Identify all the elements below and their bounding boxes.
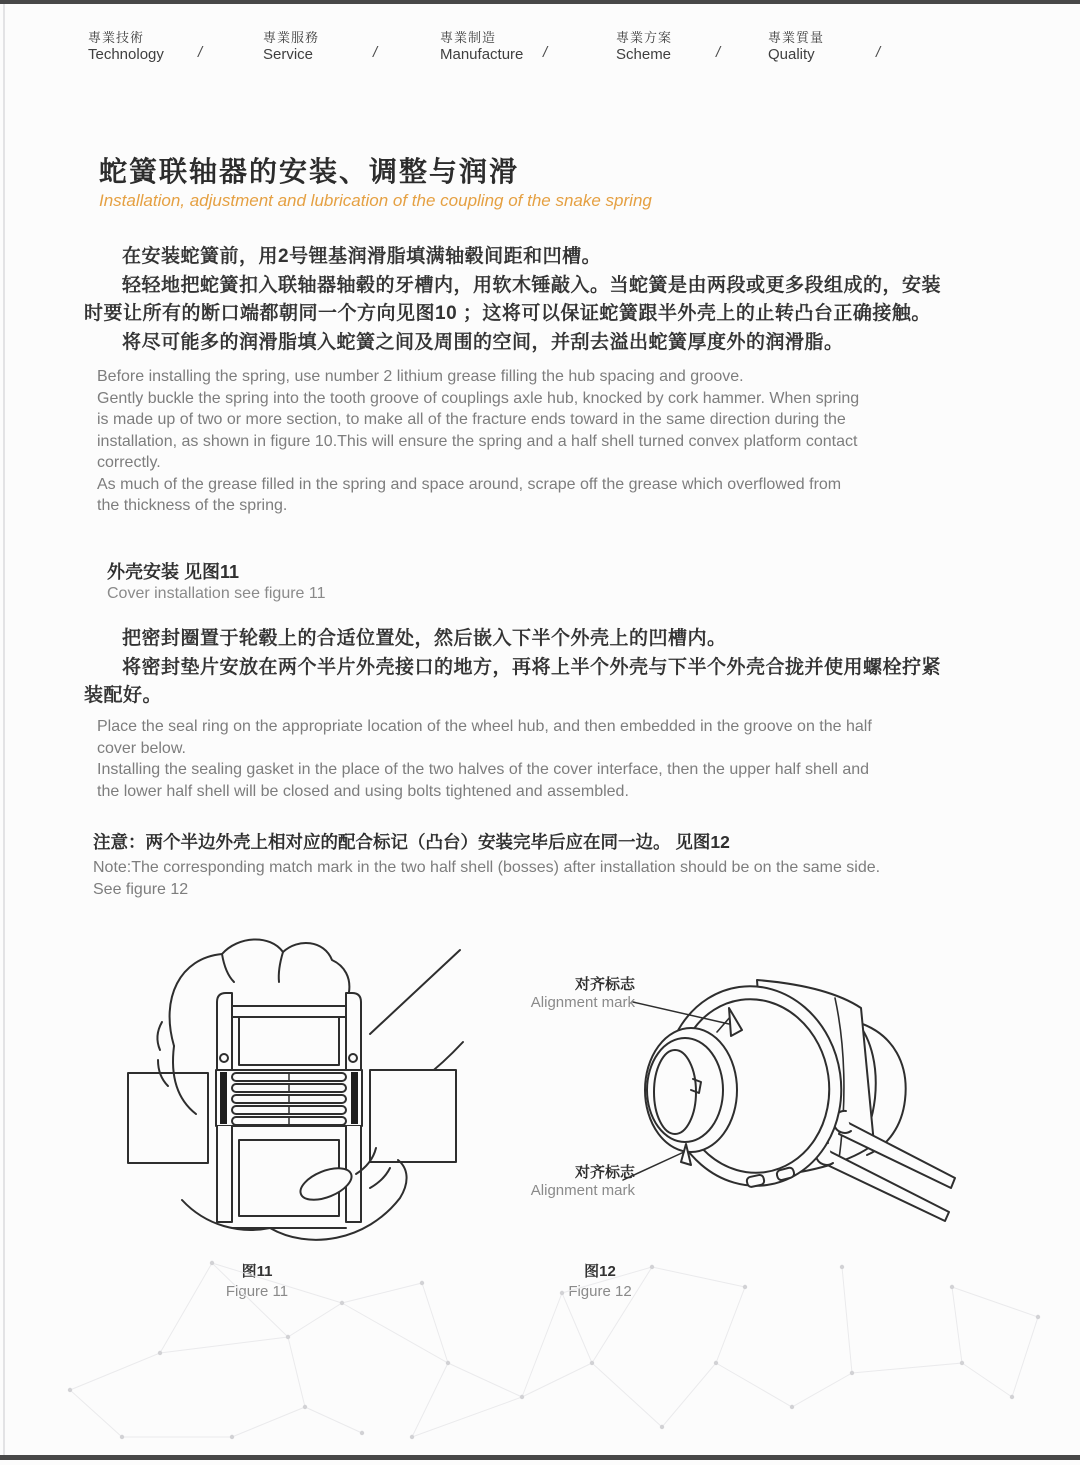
figure-caption-en: Figure 11: [225, 1283, 289, 1300]
page-title: 蛇簧联轴器的安装、调整与润滑: [99, 156, 520, 187]
body-line: 将尽可能多的润滑脂填入蛇簧之间及周围的空间，并刮去溢出蛇簧厚度外的润滑脂。: [122, 331, 844, 353]
header-item-cn: 專業服務: [263, 30, 320, 45]
slash-separator: /: [716, 44, 721, 61]
body-line: the lower half shell will be closed and using bolts tightened and assembled.: [97, 782, 629, 800]
slash-separator: /: [543, 44, 548, 61]
body-line: 时要让所有的断口端都朝同一个方向见图10 ；这将可以保证蛇簧跟半外壳上的止转凸台正确接触。: [84, 303, 931, 324]
page-subtitle: Installation, adjustment and lubrication of the coupling of the snake spring: [99, 191, 652, 210]
figure-11-illustration: [120, 930, 465, 1245]
body-line: 将密封垫片安放在两个半片外壳接口的地方，再将上半个外壳与下半个外壳合拢并使用螺栓拧紧: [122, 656, 942, 678]
note-english: [93, 857, 880, 900]
top-border-bar: [0, 0, 1080, 4]
header-item-cn: 專業制造: [440, 30, 497, 45]
section2-heading-en: Cover installation see figure 11: [107, 585, 326, 602]
header-item-cn: 專業技術: [88, 30, 145, 45]
header-item-cn: 專業質量: [768, 30, 825, 45]
body-line: 在安装蛇簧前，用2号锂基润滑脂填满轴毂间距和凹槽。: [122, 246, 602, 267]
section1-chinese-paragraph: [84, 243, 941, 357]
header-item-technology: [88, 30, 164, 64]
alignment-mark-label-bottom: [505, 1164, 635, 1200]
body-line: Gently buckle the spring into the tooth groove of couplings axle hub, knocked by cork hammer. When spring: [97, 389, 860, 407]
left-edge-line: [3, 4, 5, 1455]
header-item-en: Manufacture: [440, 46, 524, 63]
slash-separator: /: [373, 44, 378, 61]
section2-english-paragraph: [97, 716, 872, 802]
alignment-mark-label-en: Alignment mark: [530, 1182, 635, 1199]
figure-caption-cn: 图11: [241, 1263, 273, 1280]
body-line: correctly.: [97, 454, 161, 471]
network-pattern-decoration: [0, 1245, 1080, 1455]
slash-separator: /: [198, 44, 203, 61]
note-chinese: 注意：两个半边外壳上相对应的配合标记（凸台）安装完毕后应在同一边。 见图12: [93, 832, 730, 852]
figure-11: [120, 930, 465, 1245]
body-line: 装配好。: [84, 685, 163, 706]
alignment-mark-label-top: [505, 976, 635, 1012]
header-item-service: [263, 30, 319, 64]
section1-english-paragraph: [97, 366, 859, 517]
body-line: Installing the sealing gasket in the place of the two halves of the cover interface, then the upper half shell and: [97, 761, 870, 778]
alignment-mark-label-cn: 对齐标志: [574, 976, 635, 993]
body-line: As much of the grease filled in the spring and space around, scrape off the grease which overflowed from: [97, 475, 842, 493]
section2-heading-cn: 外壳安装 见图11: [107, 562, 240, 582]
body-line: Note:The corresponding match mark in the two half shell (bosses) after installation should be on the same side.: [93, 859, 881, 876]
body-line: Place the seal ring on the appropriate location of the wheel hub, and then embedded in the groove on the half: [97, 718, 872, 735]
alignment-mark-label-cn: 对齐标志: [574, 1164, 635, 1181]
header-item-manufacture: [440, 30, 523, 64]
body-line: 轻轻地把蛇簧扣入联轴器轴毂的牙槽内，用软木锤敲入。当蛇簧是由两段或更多段组成的，安装: [122, 274, 942, 296]
body-line: See figure 12: [93, 880, 189, 898]
body-line: is made up of two or more section, to make all of the fracture ends toward in the same direction during the: [97, 411, 846, 428]
body-line: Before installing the spring, use number 2 lithium grease filling the hub spacing and groove.: [97, 368, 744, 385]
body-line: installation, as shown in figure 10.This will ensure the spring and a half shell turned convex platform contact: [97, 432, 858, 450]
alignment-mark-label-en: Alignment mark: [530, 994, 635, 1011]
figure-caption-en: Figure 12: [568, 1283, 632, 1300]
figure-caption-cn: 图12: [584, 1263, 616, 1280]
bottom-border-bar: [0, 1455, 1080, 1460]
header-item-en: Service: [263, 46, 314, 63]
header-item-scheme: [616, 30, 672, 64]
body-line: cover below.: [97, 739, 186, 757]
section2-chinese-paragraph: [84, 625, 941, 711]
slash-separator: /: [876, 44, 881, 61]
header-item-en: Technology: [88, 46, 164, 63]
header-item-en: Quality: [768, 46, 815, 63]
body-line: the thickness of the spring.: [97, 497, 288, 514]
header-item-quality: [768, 30, 824, 64]
figure-12: [505, 948, 965, 1233]
header-item-cn: 專業方案: [616, 30, 673, 45]
header-item-en: Scheme: [616, 46, 672, 63]
body-line: 把密封圈置于轮毂上的合适位置处，然后嵌入下半个外壳上的凹槽内。: [122, 628, 727, 649]
